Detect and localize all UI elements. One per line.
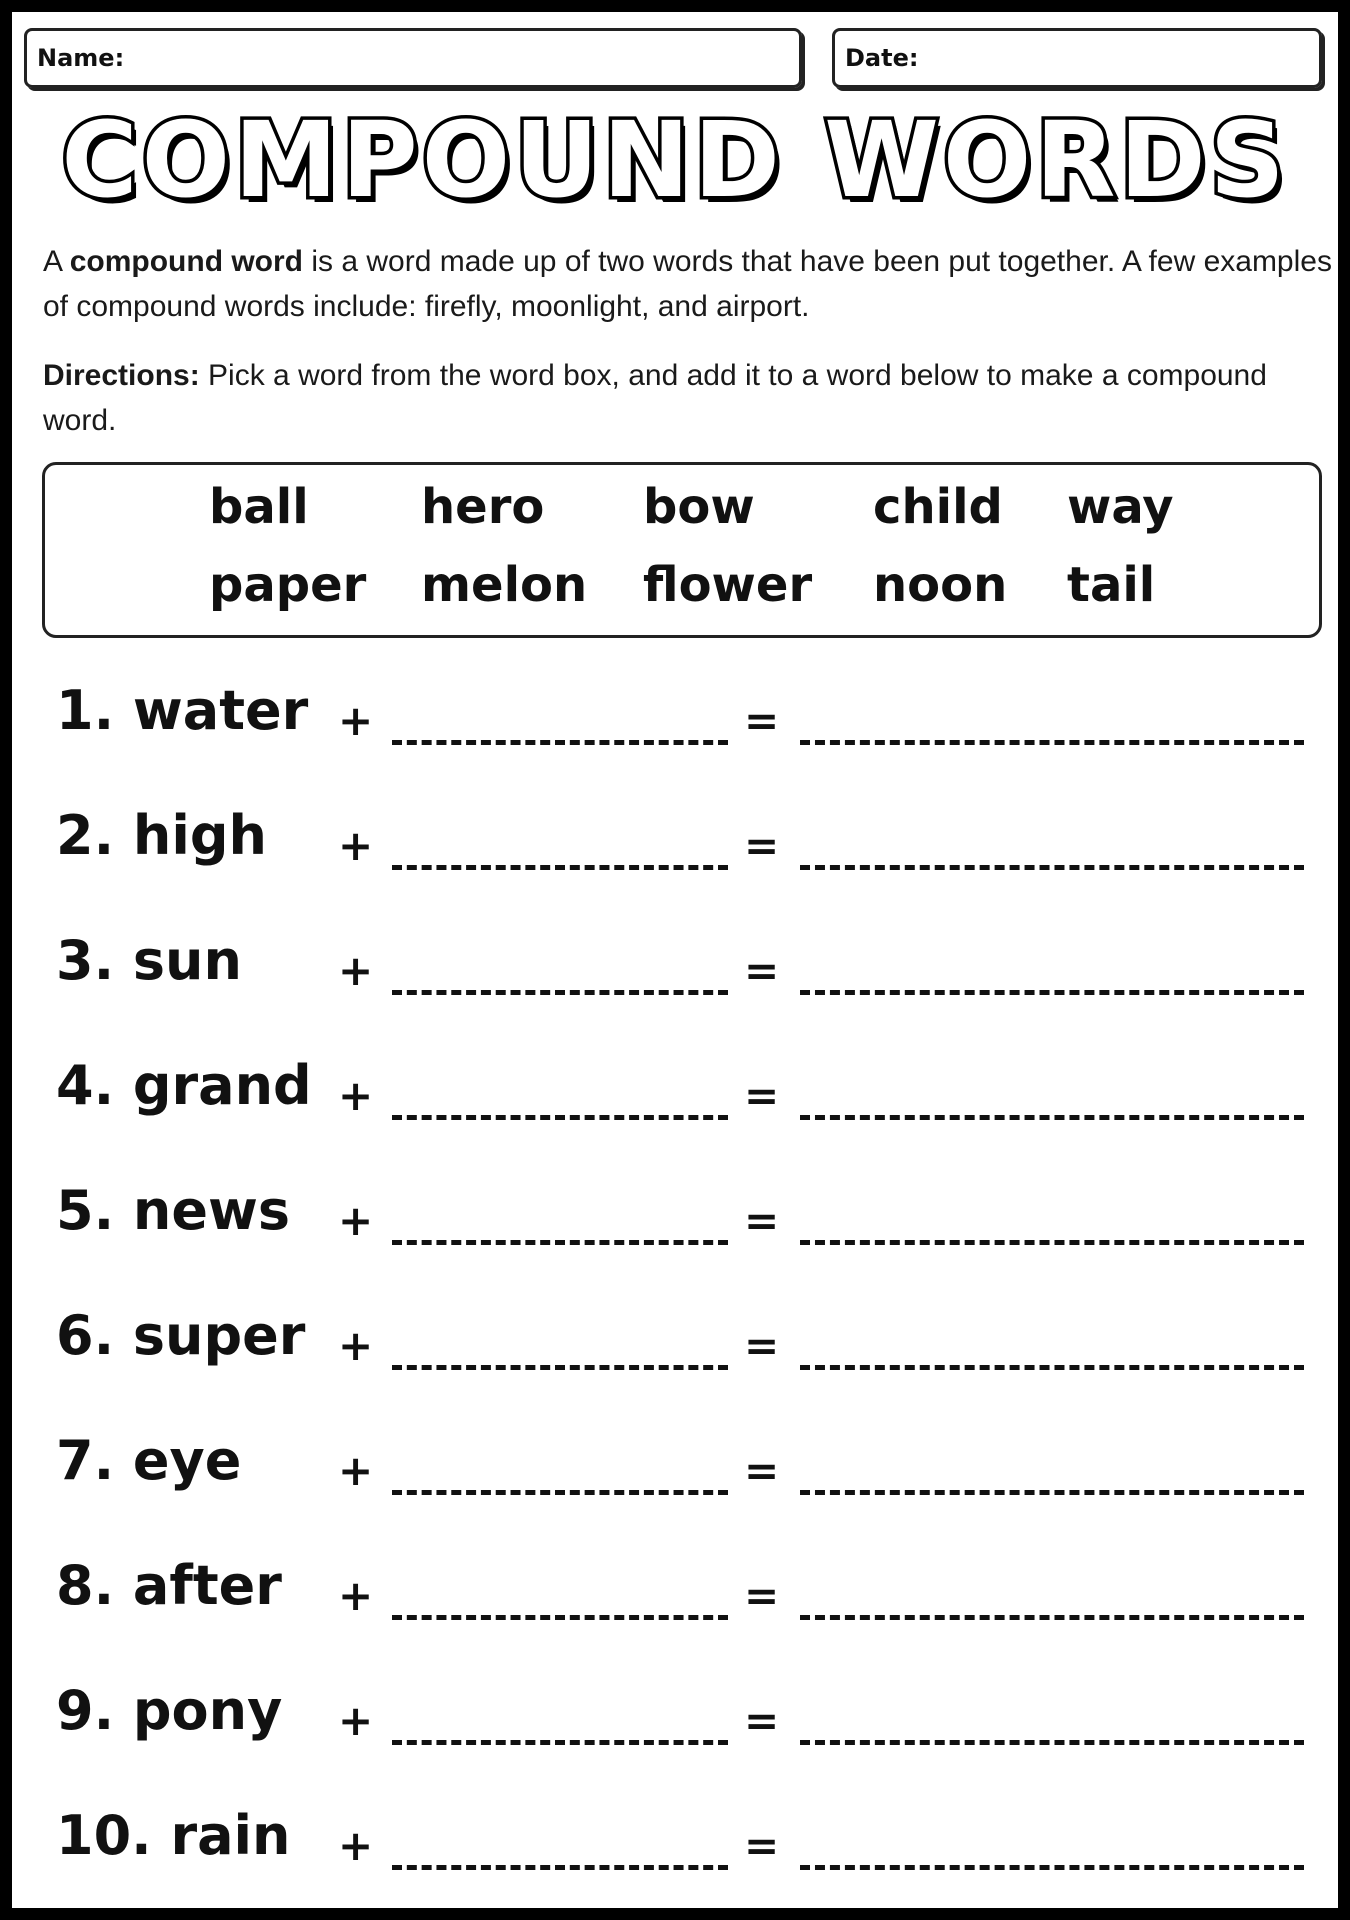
equals-sign: = [744, 1196, 780, 1245]
word-blank[interactable] [392, 1365, 728, 1370]
word-box [42, 462, 1322, 638]
answer-blank[interactable] [800, 1240, 1304, 1245]
word-box-item: flower [643, 557, 813, 613]
intro-bold-term: compound word [69, 245, 304, 278]
answer-blank[interactable] [800, 1740, 1304, 1745]
exercise-label: 7. eye [56, 1429, 242, 1492]
plus-sign: + [338, 1696, 374, 1745]
equals-sign: = [744, 1071, 780, 1120]
answer-blank[interactable] [800, 990, 1304, 995]
word-box-item: child [873, 479, 1003, 535]
equals-sign: = [744, 1821, 780, 1870]
equals-sign: = [744, 946, 780, 995]
word-box-item: tail [1067, 557, 1156, 613]
plus-sign: + [338, 1196, 374, 1245]
exercise-row [56, 1429, 1316, 1524]
exercise-label: 5. news [56, 1179, 290, 1242]
exercise-row [56, 1054, 1316, 1149]
directions-paragraph [43, 353, 1333, 443]
plus-sign: + [338, 1821, 374, 1870]
exercise-label: 10. rain [56, 1804, 291, 1867]
word-box-item: bow [643, 479, 755, 535]
word-box-item: hero [421, 479, 545, 535]
intro-paragraph [43, 239, 1333, 329]
plus-sign: + [338, 696, 374, 745]
word-box-item: melon [421, 557, 588, 613]
exercise-label: 8. after [56, 1554, 282, 1617]
answer-blank[interactable] [800, 1490, 1304, 1495]
exercise-label: 3. sun [56, 929, 242, 992]
answer-blank[interactable] [800, 1865, 1304, 1870]
date-field[interactable] [832, 28, 1322, 88]
answer-blank[interactable] [800, 1365, 1304, 1370]
answer-blank[interactable] [800, 1615, 1304, 1620]
directions-label: Directions: [43, 359, 200, 392]
exercise-label: 6. super [56, 1304, 306, 1367]
word-blank[interactable] [392, 1615, 728, 1620]
word-box-item: paper [209, 557, 367, 613]
word-blank[interactable] [392, 990, 728, 995]
exercise-row [56, 1554, 1316, 1649]
word-box-item: way [1067, 479, 1174, 535]
exercise-row [56, 929, 1316, 1024]
answer-blank[interactable] [800, 740, 1304, 745]
word-blank[interactable] [392, 865, 728, 870]
plus-sign: + [338, 1321, 374, 1370]
equals-sign: = [744, 1446, 780, 1495]
exercise-label: 4. grand [56, 1054, 312, 1117]
equals-sign: = [744, 696, 780, 745]
intro-text-start: A [43, 245, 70, 278]
plus-sign: + [338, 1571, 374, 1620]
exercise-row [56, 1679, 1316, 1774]
exercise-row [56, 1304, 1316, 1399]
equals-sign: = [744, 1321, 780, 1370]
exercise-label: 1. water [56, 679, 309, 742]
word-box-item: noon [873, 557, 1008, 613]
word-box-item: ball [209, 479, 309, 535]
exercise-label: 2. high [56, 804, 267, 867]
answer-blank[interactable] [800, 865, 1304, 870]
exercise-row [56, 804, 1316, 899]
worksheet-title: COMPOUND WORDS [61, 99, 1289, 221]
intro-text-end: is a word made up of two words that have been put together. A few examples of compound words include: firefly, moonlight, and airport. [43, 245, 1332, 323]
name-label: Name: [37, 44, 125, 72]
date-label: Date: [845, 44, 919, 72]
name-field[interactable] [24, 28, 802, 88]
plus-sign: + [338, 1071, 374, 1120]
equals-sign: = [744, 1696, 780, 1745]
word-blank[interactable] [392, 1115, 728, 1120]
answer-blank[interactable] [800, 1115, 1304, 1120]
word-blank[interactable] [392, 1490, 728, 1495]
word-blank[interactable] [392, 740, 728, 745]
word-blank[interactable] [392, 1865, 728, 1870]
directions-text: Pick a word from the word box, and add it to a word below to make a compound word. [43, 359, 1267, 437]
plus-sign: + [338, 821, 374, 870]
exercise-row [56, 679, 1316, 774]
equals-sign: = [744, 821, 780, 870]
word-blank[interactable] [392, 1740, 728, 1745]
exercise-row [56, 1804, 1316, 1899]
plus-sign: + [338, 1446, 374, 1495]
exercise-row [56, 1179, 1316, 1274]
word-blank[interactable] [392, 1240, 728, 1245]
exercise-label: 9. pony [56, 1679, 283, 1742]
equals-sign: = [744, 1571, 780, 1620]
plus-sign: + [338, 946, 374, 995]
